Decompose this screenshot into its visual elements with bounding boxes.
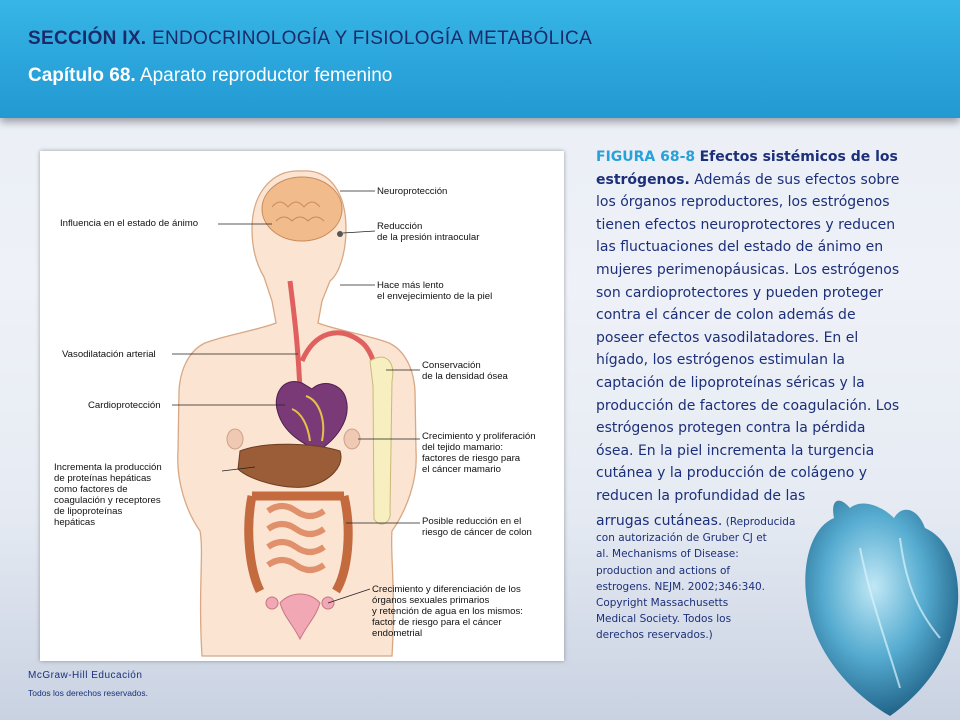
- figure-label: FIGURA 68-8: [596, 149, 696, 165]
- label-mood: Influencia en el estado de ánimo: [60, 218, 199, 229]
- reference-line: al. Mechanisms of Disease:: [596, 548, 739, 561]
- caption-line: estrógenos protegen contra la pérdida: [596, 420, 866, 437]
- label-breast-1: Crecimiento y proliferación: [422, 431, 536, 442]
- caption-line: ósea. En la piel incrementa la turgencia: [596, 442, 875, 459]
- label-breast-4: el cáncer mamario: [422, 464, 501, 475]
- label-breast-2: del tejido mamario:: [422, 442, 504, 453]
- label-neuroprotection: Neuroprotección: [377, 186, 448, 197]
- label-liver-4: coagulación y receptores: [54, 495, 161, 506]
- label-liver-6: hepáticas: [54, 517, 96, 528]
- label-cardioprotection: Cardioprotección: [88, 400, 161, 411]
- caption-line: las fluctuaciones del estado de ánimo en: [596, 239, 884, 256]
- label-skin-2: el envejecimiento de la piel: [377, 291, 493, 302]
- label-sex-3: y retención de agua en los mismos:: [372, 606, 523, 617]
- section-number: SECCIÓN IX.: [28, 28, 147, 49]
- figure-illustration: [40, 151, 564, 661]
- caption-last-line: arrugas cutáneas.: [596, 513, 723, 529]
- label-colon-2: riesgo de cáncer de colon: [422, 527, 532, 538]
- label-colon-1: Posible reducción en el: [422, 516, 522, 527]
- caption-line: producción de factores de coagulación. Los: [596, 397, 900, 414]
- caption-line: cutánea y la producción de colágeno y: [596, 465, 867, 482]
- caption-line: tienen efectos neuroprotectores y reducen: [596, 216, 896, 233]
- chapter-title: [28, 65, 392, 87]
- caption-line: son cardioprotectores y pueden proteger: [596, 284, 884, 301]
- label-sex-5: endometrial: [372, 628, 423, 639]
- label-liver-2: de proteínas hepáticas: [54, 473, 152, 484]
- chapter-number: Capítulo 68.: [28, 65, 136, 86]
- heart-3d-decoration: [790, 488, 960, 720]
- publisher-logo: McGraw-Hill Educación: [28, 670, 143, 681]
- arm-bone: [370, 357, 393, 524]
- chapter-name: Aparato reproductor femenino: [139, 65, 393, 86]
- breast-left: [227, 429, 243, 449]
- figure-caption: [596, 146, 932, 508]
- label-ocular-1: Reducción: [377, 221, 423, 232]
- label-liver-1: Incrementa la producción: [54, 462, 162, 473]
- copyright-notice: Todos los derechos reservados.: [28, 688, 149, 698]
- reference-line: (Reproducida: [725, 516, 796, 528]
- label-sex-4: factor de riesgo para el cáncer: [372, 617, 502, 628]
- eye: [337, 231, 343, 237]
- caption-line: los órganos reproductores, los estrógenos: [596, 194, 890, 211]
- reference-line: derechos reservados.): [596, 629, 713, 642]
- label-skin-1: Hace más lento: [377, 280, 444, 291]
- reference-line: Copyright Massachusetts: [596, 597, 729, 610]
- label-sex-1: Crecimiento y diferenciación de los: [372, 584, 521, 595]
- caption-line: mujeres perimenopáusicas. Los estrógenos: [596, 261, 900, 278]
- label-breast-3: factores de riesgo para: [422, 453, 521, 464]
- label-bone-2: de la densidad ósea: [422, 371, 508, 382]
- caption-line: reducen la profundidad de las: [596, 487, 806, 504]
- reference-line: estrogens. NEJM. 2002;346:340.: [596, 580, 766, 593]
- caption-title-1: Efectos sistémicos de los: [699, 149, 898, 165]
- caption-line: poseer efectos vasodilatadores. En el: [596, 329, 859, 346]
- caption-line: Además de sus efectos sobre: [694, 171, 900, 188]
- reference-line: production and actions of: [596, 564, 731, 577]
- caption-reference: [596, 513, 796, 644]
- breast-right: [344, 429, 360, 449]
- ovary-left: [266, 597, 278, 609]
- section-name: ENDOCRINOLOGÍA Y FISIOLOGÍA METABÓLICA: [151, 28, 593, 49]
- label-ocular-2: de la presión intraocular: [377, 232, 480, 243]
- caption-line: captación de lipoproteínas séricas y la: [596, 374, 865, 391]
- label-liver-5: de lipoproteínas: [54, 506, 123, 517]
- label-liver-3: como factores de: [54, 484, 128, 495]
- caption-line: hígado, los estrógenos estimulan la: [596, 352, 845, 369]
- label-sex-2: órganos sexuales primarios: [372, 595, 490, 606]
- label-vasodilation: Vasodilatación arterial: [62, 349, 156, 360]
- brain: [262, 177, 342, 241]
- reference-line: con autorización de Gruber CJ et: [596, 532, 767, 545]
- header-banner: [0, 0, 960, 118]
- caption-line: contra el cáncer de colon además de: [596, 307, 856, 324]
- caption-title-2: estrógenos.: [596, 171, 690, 188]
- label-bone-1: Conservación: [422, 360, 481, 371]
- reference-line: Medical Society. Todos los: [596, 613, 732, 626]
- section-title: [28, 28, 592, 50]
